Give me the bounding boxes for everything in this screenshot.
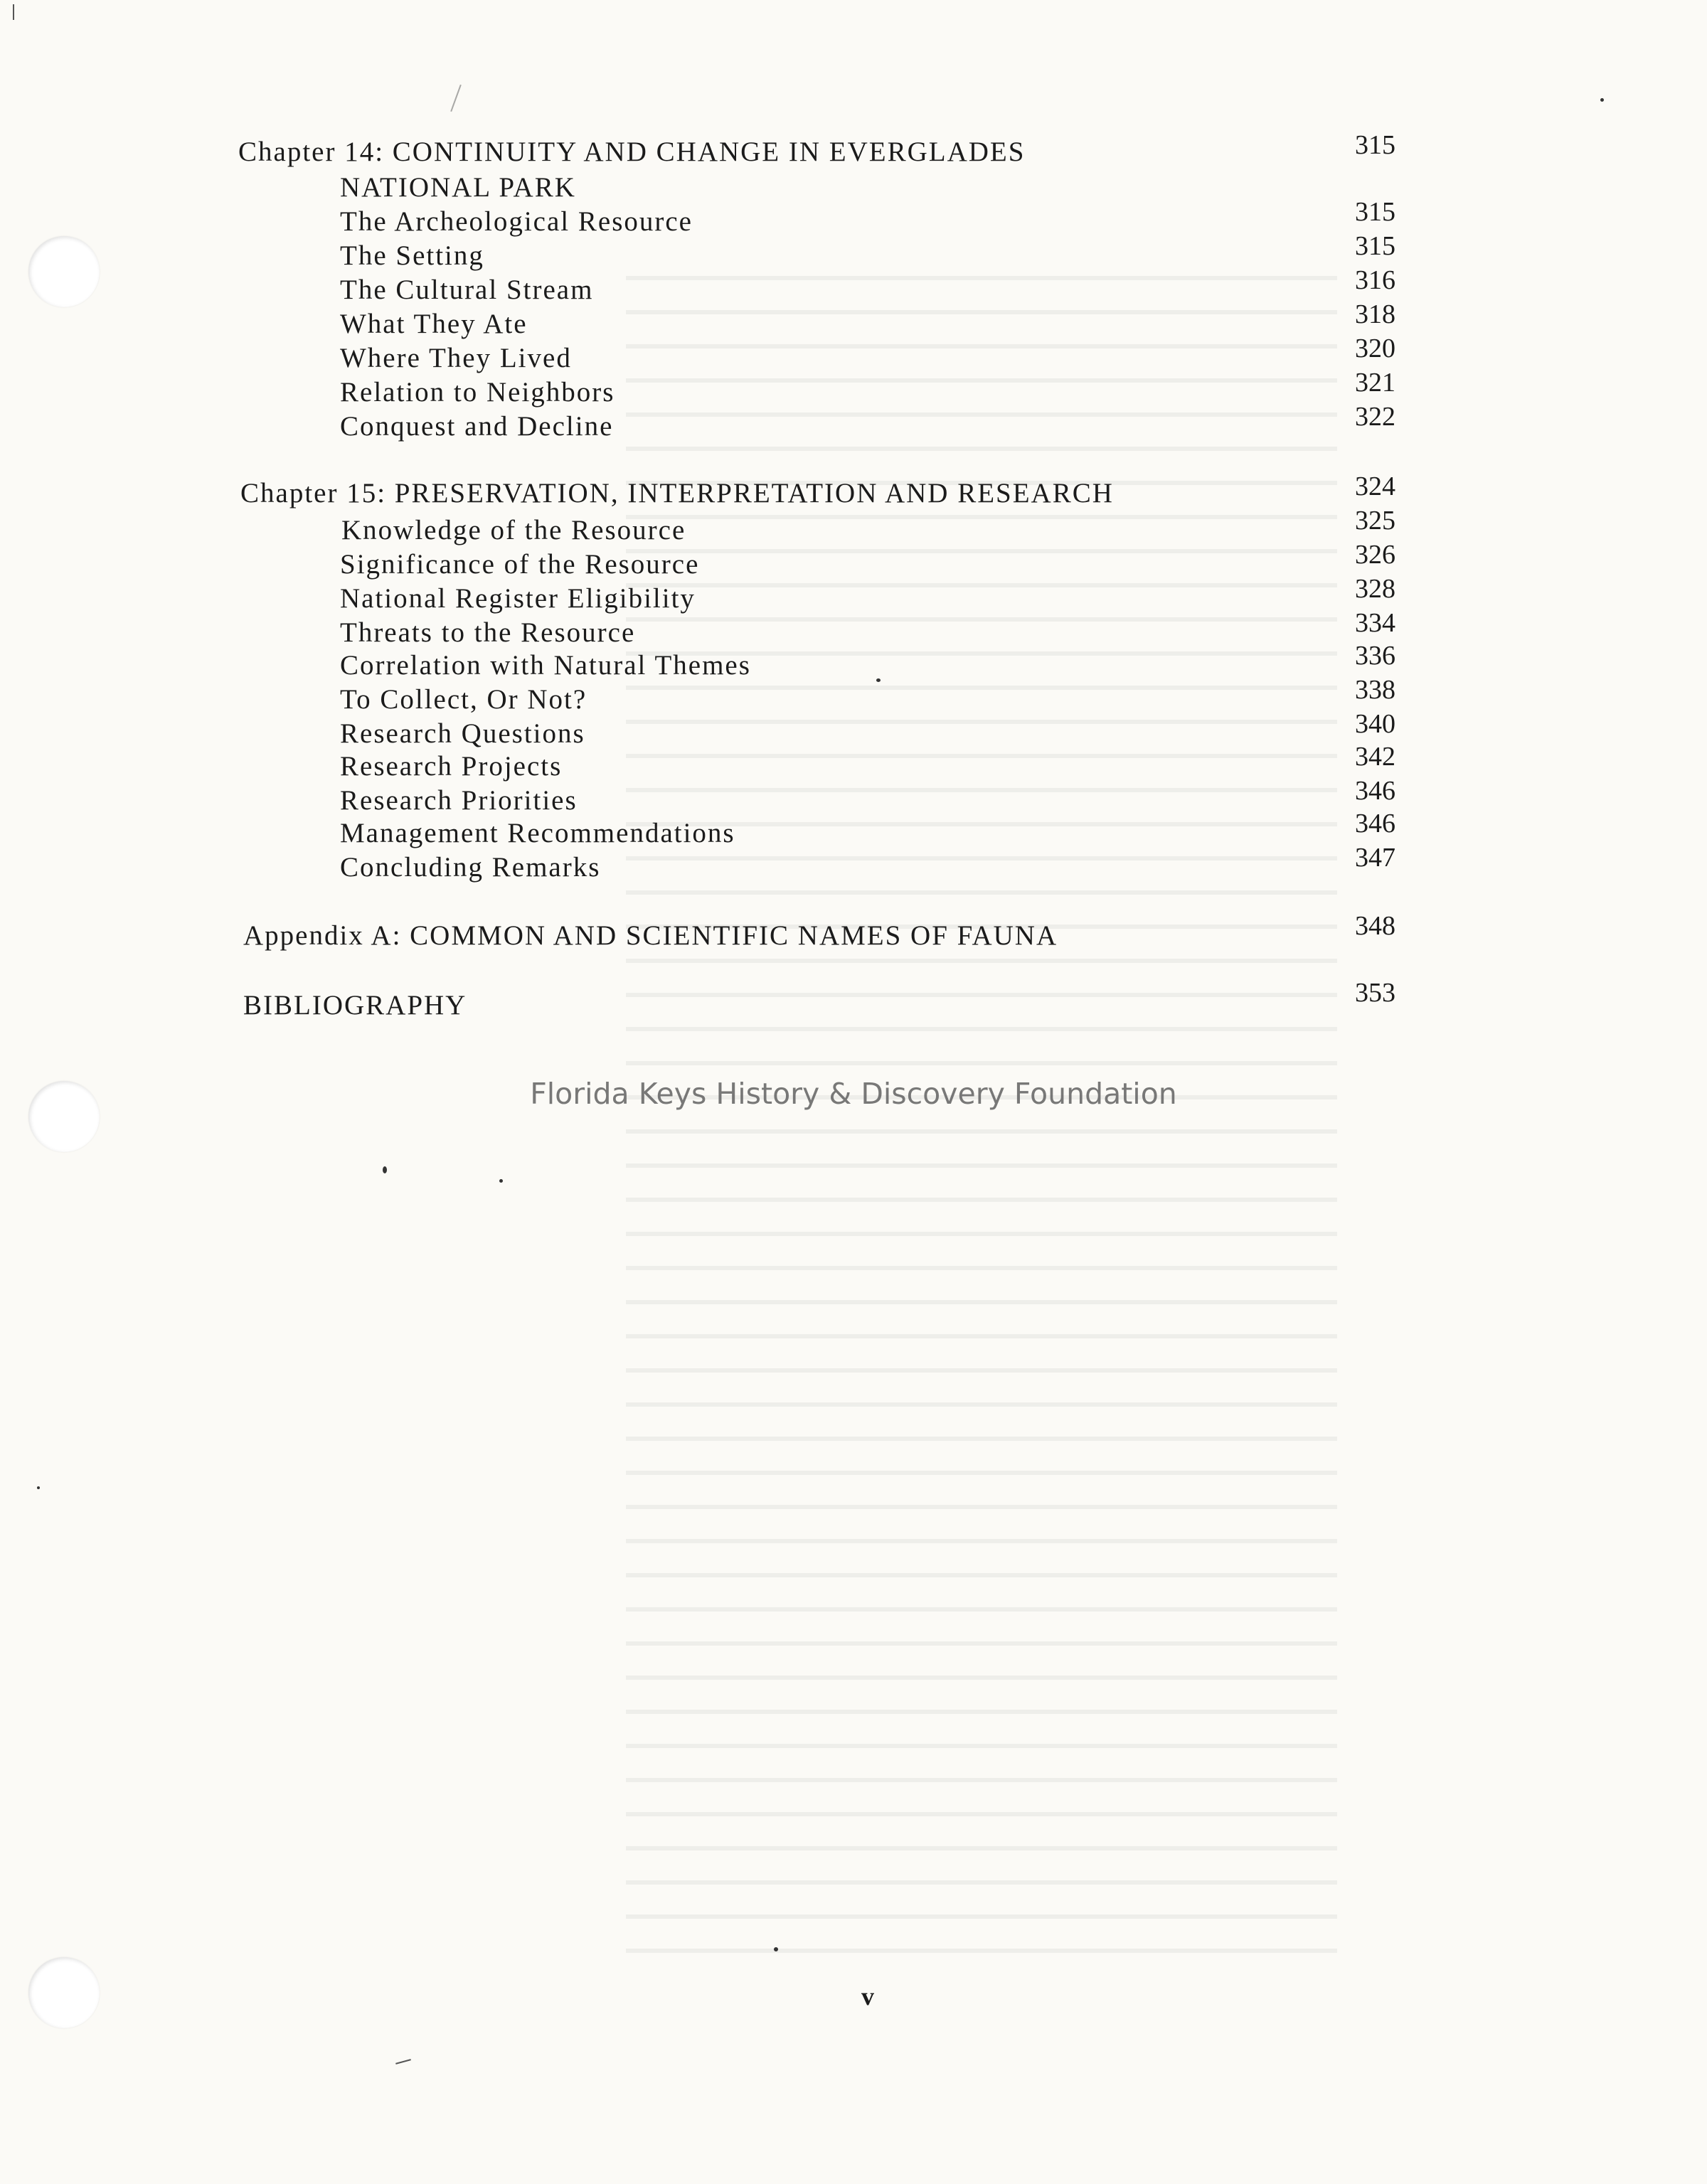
- ch15-item-label: National Register Eligibility: [340, 583, 696, 614]
- ch15-item-page: 334: [1355, 608, 1395, 638]
- ch15-item-page: 347: [1355, 843, 1395, 873]
- ch14-item-label: Where They Lived: [340, 343, 572, 373]
- ch15-item-label: To Collect, Or Not?: [340, 684, 587, 715]
- ch14-title-line2: NATIONAL PARK: [340, 172, 576, 203]
- ch14-item-page: 320: [1355, 334, 1395, 363]
- ch15-item-page: 336: [1355, 641, 1395, 671]
- ch15-item-label: Research Questions: [340, 718, 585, 749]
- ch15-item-label: Correlation with Natural Themes: [340, 650, 751, 681]
- ch15-item-label: Threats to the Resource: [340, 617, 636, 648]
- ch14-item-page: 321: [1355, 368, 1395, 398]
- ch15-item-page: 326: [1355, 540, 1395, 570]
- ch14-item-label: Relation to Neighbors: [340, 377, 615, 407]
- scan-speck: [37, 1486, 40, 1489]
- ch14-page: 315: [1355, 130, 1395, 160]
- ch15-item-page: 328: [1355, 574, 1395, 604]
- page-number: v: [861, 1982, 874, 2010]
- ch14-item-label: The Archeological Resource: [340, 206, 693, 237]
- ch15-item-label: Research Projects: [340, 751, 563, 782]
- ch15-item-label: Significance of the Resource: [340, 549, 700, 580]
- ch15-item-page: 338: [1355, 675, 1395, 705]
- bibliography-page: 353: [1355, 978, 1395, 1008]
- ch15-item-label: Research Priorities: [340, 785, 578, 816]
- ch15-title: Chapter 15: PRESERVATION, INTERPRETATION AND RESEARCH: [240, 478, 1114, 508]
- ch15-item-page: 346: [1355, 776, 1395, 806]
- ch14-title-line1: Chapter 14: CONTINUITY AND CHANGE IN EVERGLADES: [238, 137, 1026, 167]
- punch-hole-top: [28, 236, 100, 307]
- ch15-item-page: 342: [1355, 742, 1395, 772]
- appendix-page: 348: [1355, 911, 1395, 941]
- ch14-item-label: What They Ate: [340, 309, 528, 339]
- ch15-item-label: Concluding Remarks: [340, 852, 601, 883]
- ch15-item-label: Knowledge of the Resource: [341, 515, 686, 545]
- scan-speck: [1600, 98, 1604, 102]
- scan-speck: [499, 1179, 503, 1183]
- appendix-title: Appendix A: COMMON AND SCIENTIFIC NAMES OF FAUNA: [243, 920, 1058, 951]
- ch14-item-page: 318: [1355, 299, 1395, 329]
- ch15-item-page: 325: [1355, 506, 1395, 536]
- ch14-item-label: The Setting: [340, 240, 484, 271]
- scan-speck: [774, 1947, 778, 1951]
- scan-mark: [450, 85, 462, 112]
- ch14-item-label: Conquest and Decline: [340, 411, 614, 442]
- ch14-item-page: 322: [1355, 402, 1395, 432]
- ch14-item-page: 315: [1355, 197, 1395, 227]
- punch-hole-bottom: [28, 1957, 100, 2028]
- ch14-item-page: 315: [1355, 231, 1395, 261]
- ch14-item-page: 316: [1355, 265, 1395, 295]
- ch15-page: 324: [1355, 472, 1395, 501]
- bibliography-title: BIBLIOGRAPHY: [243, 990, 467, 1021]
- scan-mark: [395, 2059, 411, 2065]
- scan-mark: [13, 4, 14, 20]
- scan-speck: [876, 678, 881, 682]
- watermark: Florida Keys History & Discovery Foundation: [530, 1077, 1177, 1111]
- scan-speck: [383, 1166, 387, 1173]
- ch15-item-label: Management Recommendations: [340, 818, 735, 848]
- ch15-item-page: 346: [1355, 809, 1395, 838]
- ch14-item-label: The Cultural Stream: [340, 275, 594, 305]
- ch15-item-page: 340: [1355, 709, 1395, 739]
